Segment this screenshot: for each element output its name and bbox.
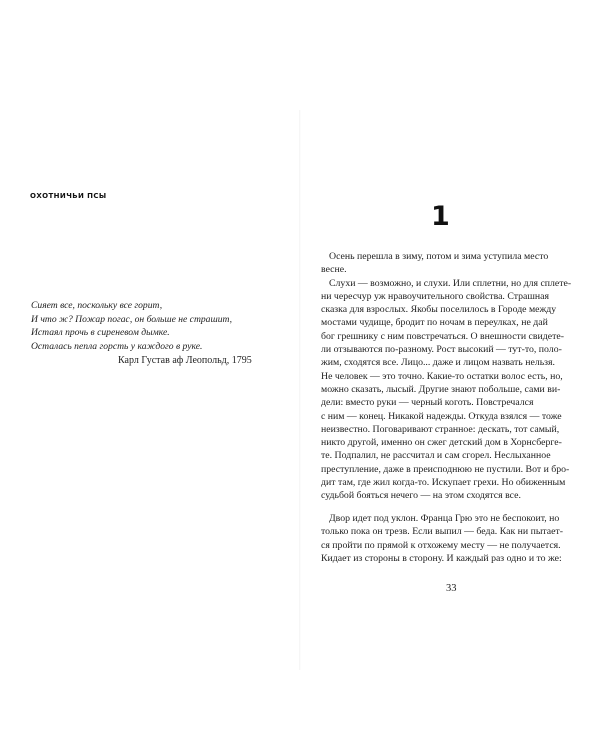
text-line: жим, сходятся все. Лицо... даже и лицом назвать нельзя.: [321, 357, 555, 369]
text-line: с ним — конец. Никакой надежды. Откуда взялся — тоже: [321, 410, 562, 422]
text-line: судьбой бояться нечего — на этом сходятся все.: [321, 490, 521, 502]
page-number: 33: [446, 583, 457, 594]
text-line: Слухи — возможно, и слухи. Или сплетни, но для сплете-: [329, 277, 572, 289]
text-line: сказка для взрослых. Якобы поселилось в Городе между: [321, 304, 557, 316]
epigraph-line: И что ж? Пожар погас, он больше не страшит,: [31, 313, 233, 325]
text-line: Двор идет под уклон. Франца Грю это не беспокоит, но: [329, 513, 560, 524]
text-line: весне.: [321, 264, 347, 276]
text-line: Кидает из стороны в сторону. И каждый раз одно и то же:: [321, 552, 562, 564]
chapter-number: 1: [431, 201, 450, 232]
epigraph-line: Сияет все, поскольку все горит,: [31, 300, 163, 311]
text-line: ли отзываются по-разному. Рост высокий — тут-то, поло-: [321, 344, 562, 356]
paragraph-block-1: [321, 250, 583, 503]
text-line: ни чересчур уж нравоучительного свойства. Страшная: [321, 290, 550, 302]
text-line: бог грешнику с ним повстречаться. О внешности свидете-: [321, 330, 564, 342]
text-line: преступление, даже в преисподнюю не пустили. Вот и бро-: [321, 463, 570, 475]
text-line: Осень перешла в зиму, потом и зима уступила место: [329, 251, 549, 262]
text-line: неизвестно. Поговаривают странное: дескать, тот самый,: [321, 423, 560, 435]
epigraph-line: Осталась пепла горсть у каждого в руке.: [31, 340, 203, 352]
text-line: Не человек — это точно. Какие-то остатки волос есть, но,: [321, 370, 563, 382]
text-line: ся пройти по прямой к отхожему месту — не получается.: [321, 539, 561, 551]
text-line: никто другой, именно он сжег детский дом в Хорнсберге-: [321, 437, 562, 449]
text-line: мостами чудище, бродит по ночам в переулках, не дай: [321, 317, 548, 329]
epigraph-attribution: Карл Густав аф Леопольд, 1795: [118, 355, 252, 366]
text-line: те. Подпалил, не рассчитал и сам сгорел. Неслыханное: [321, 450, 551, 462]
running-head: ОХОТНИЧЬИ ПСЫ: [30, 192, 107, 200]
text-line: дит там, где жил когда-то. Искупает грехи. Но обиженным: [321, 477, 566, 489]
epigraph-line: Истаял прочь в сиреневом дымке.: [31, 327, 170, 338]
epigraph: [31, 299, 286, 353]
text-line: только пока он трезв. Если выпил — беда. Как ни пытает-: [321, 526, 564, 538]
paragraph-block-2: [321, 512, 583, 565]
text-line: дели: вместо руки — черный коготь. Повстречался: [321, 397, 534, 409]
text-line: можно сказать, лысый. Другие знают побольше, сами ви-: [321, 383, 561, 395]
